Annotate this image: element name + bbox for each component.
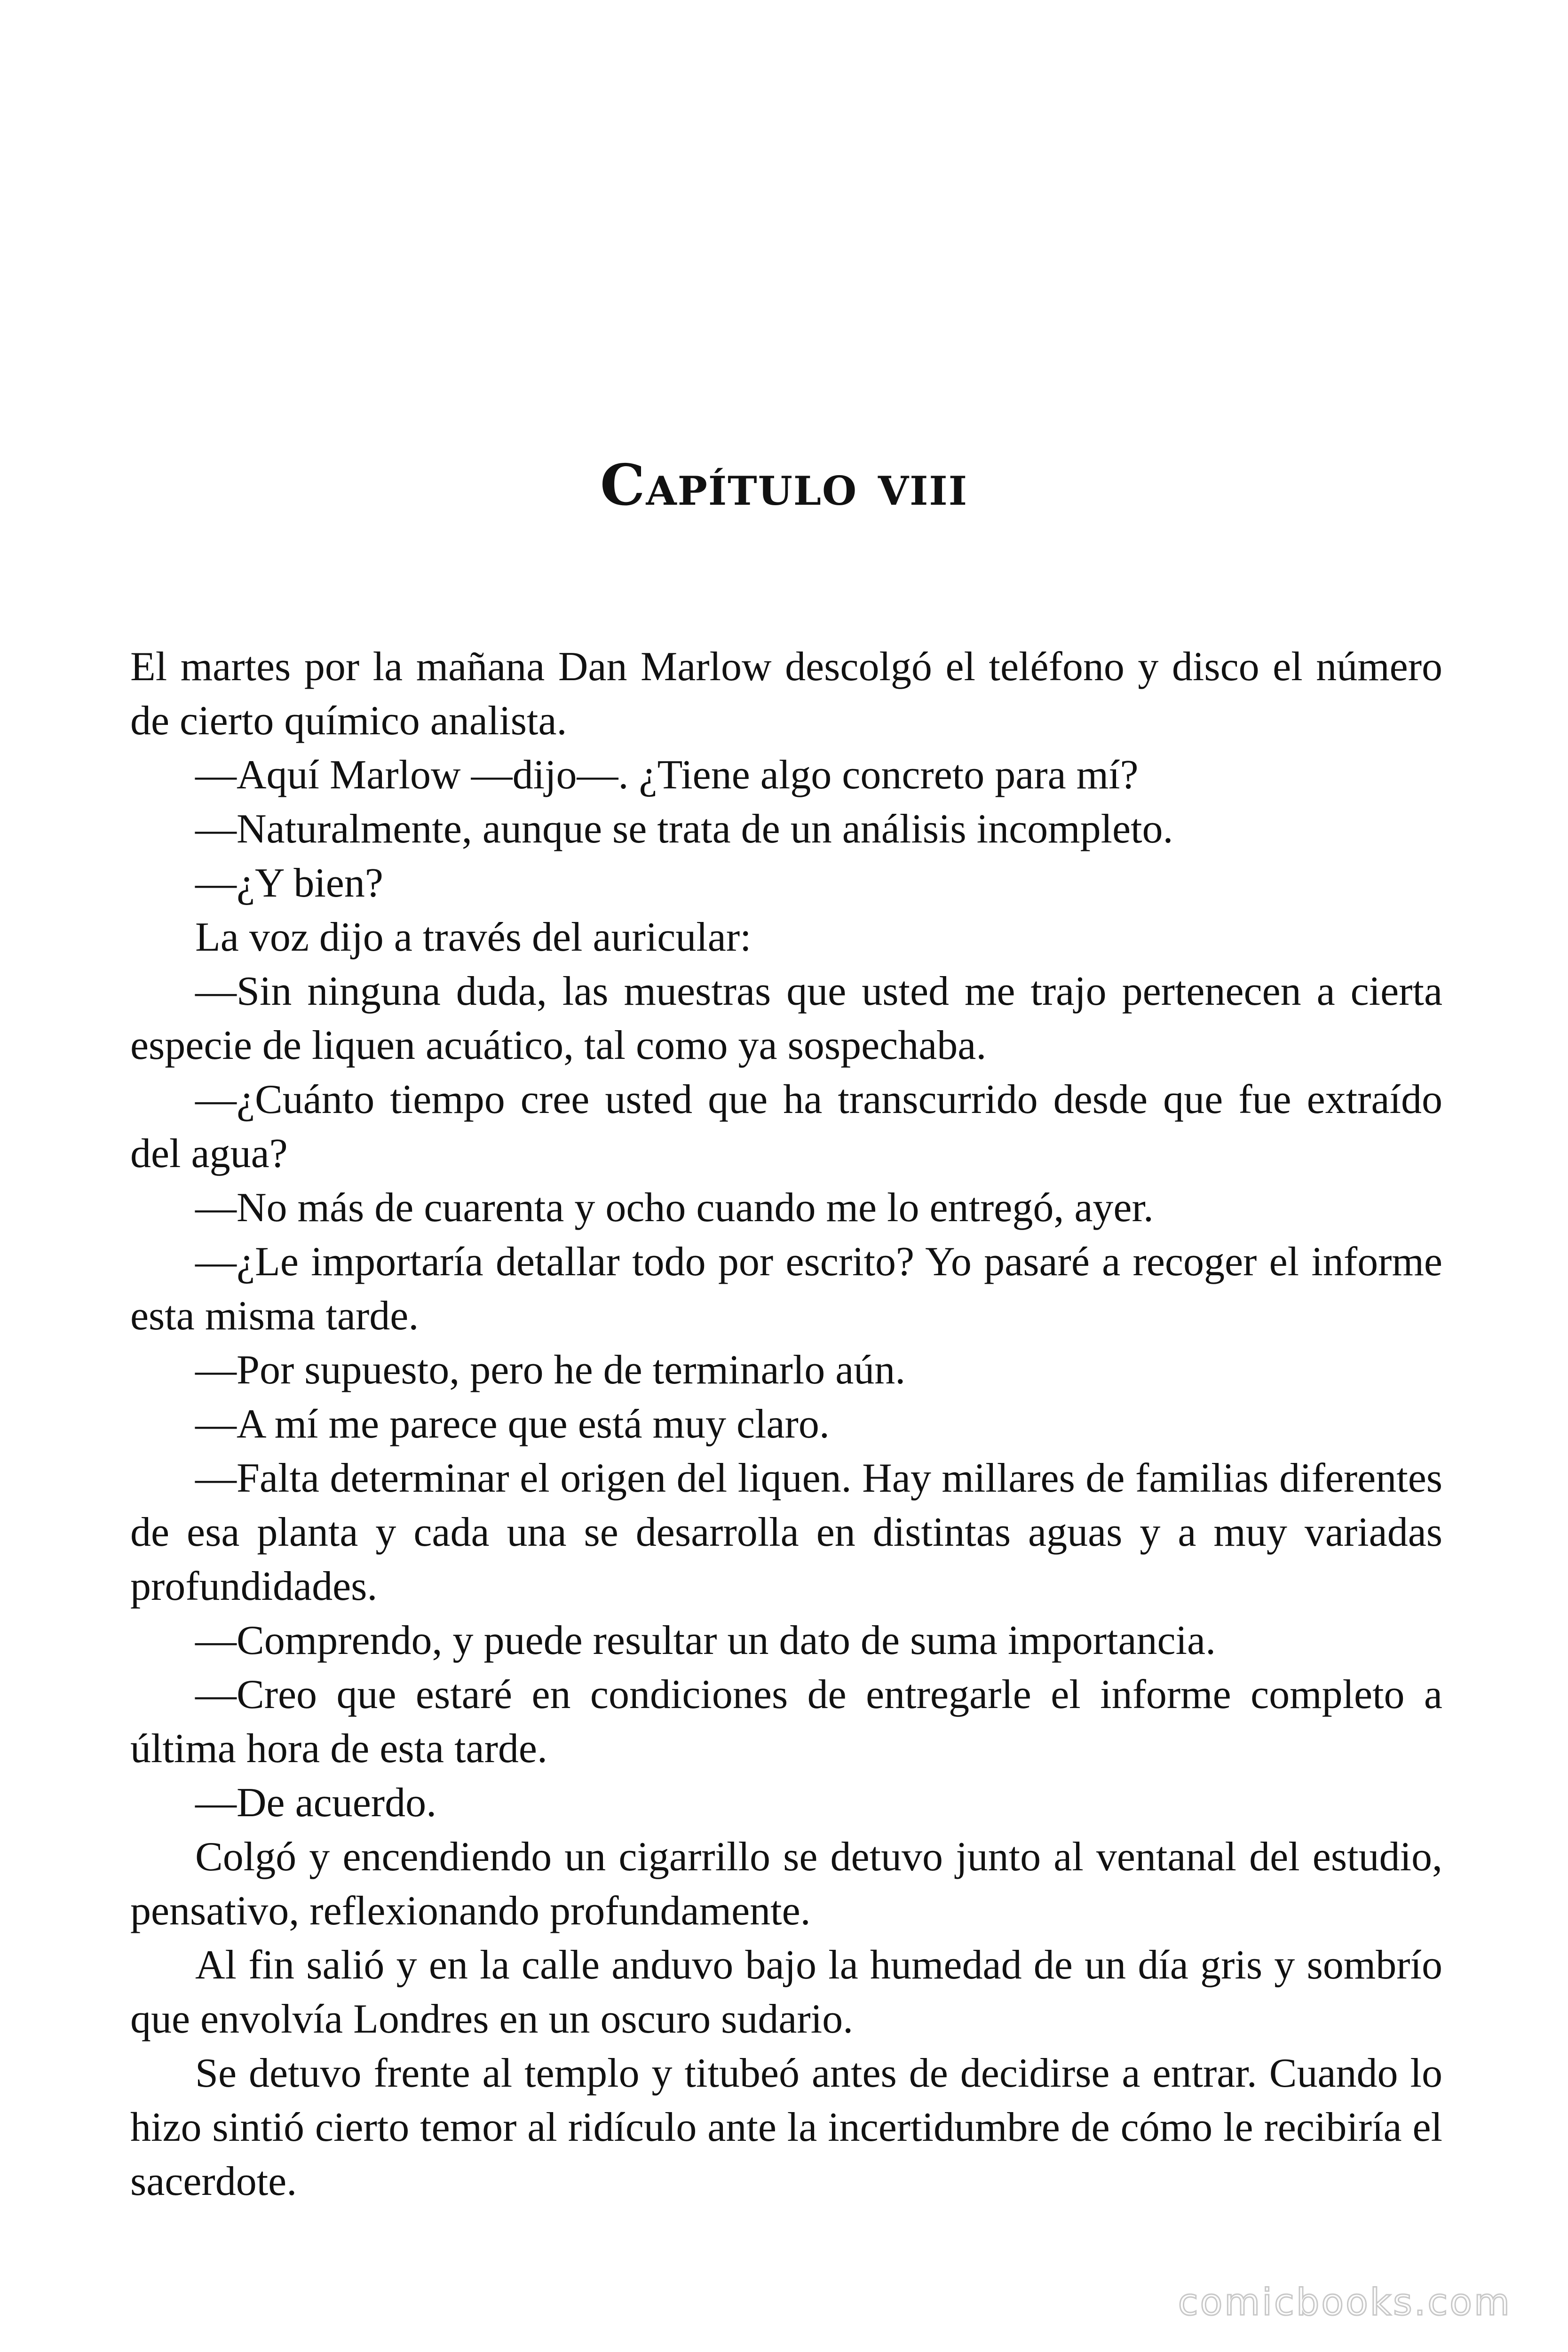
paragraph: —¿Cuánto tiempo cree usted que ha transcurrido desde que fue extraído del agua? <box>130 1077 1442 1176</box>
paragraph: Colgó y encendiendo un cigarrillo se detuvo junto al ventanal del estudio, pensativo, reflexionando profundamente. <box>130 1834 1442 1934</box>
chapter-body <box>130 640 1442 2209</box>
paragraph: —De acuerdo. <box>195 1780 437 1826</box>
paragraph: —Naturalmente, aunque se trata de un análisis incompleto. <box>195 806 1173 852</box>
paragraph: El martes por la mañana Dan Marlow descolgó el teléfono y disco el número de cierto químico analista. <box>130 644 1442 744</box>
chapter-title: Capítulo viii <box>600 452 968 518</box>
paragraph: —Comprendo, y puede resultar un dato de suma importancia. <box>195 1618 1216 1663</box>
paragraph: —Aquí Marlow —dijo—. ¿Tiene algo concreto para mí? <box>195 752 1139 798</box>
paragraph: La voz dijo a través del auricular: <box>195 914 752 960</box>
paragraph: —Por supuesto, pero he de terminarlo aún. <box>195 1347 906 1393</box>
paragraph: —¿Y bien? <box>195 860 383 906</box>
paragraph: —A mí me parece que está muy claro. <box>195 1401 830 1447</box>
paragraph: —Falta determinar el origen del liquen. Hay millares de familias diferentes de esa planta y cada una se desarrolla en distintas aguas y a muy variadas profundidades. <box>130 1455 1442 1609</box>
paragraph: —Sin ninguna duda, las muestras que usted me trajo pertenecen a cierta especie de liquen acuático, tal como ya sospechaba. <box>130 969 1442 1068</box>
paragraph: —¿Le importaría detallar todo por escrito? Yo pasaré a recoger el informe esta misma tarde. <box>130 1239 1442 1339</box>
paragraph: —Creo que estaré en condiciones de entregarle el informe completo a última hora de esta tarde. <box>130 1672 1442 1772</box>
paragraph: Se detuvo frente al templo y titubeó antes de decidirse a entrar. Cuando lo hizo sintió cierto temor al ridículo ante la incertidumbre de cómo le recibiría el sacerdote. <box>130 2050 1442 2204</box>
paragraph: —No más de cuarenta y ocho cuando me lo entregó, ayer. <box>195 1185 1154 1231</box>
watermark: comicbooks.com <box>1178 2281 1512 2324</box>
paragraph: Al fin salió y en la calle anduvo bajo la humedad de un día gris y sombrío que envolvía Londres en un oscuro sudario. <box>130 1942 1442 2042</box>
